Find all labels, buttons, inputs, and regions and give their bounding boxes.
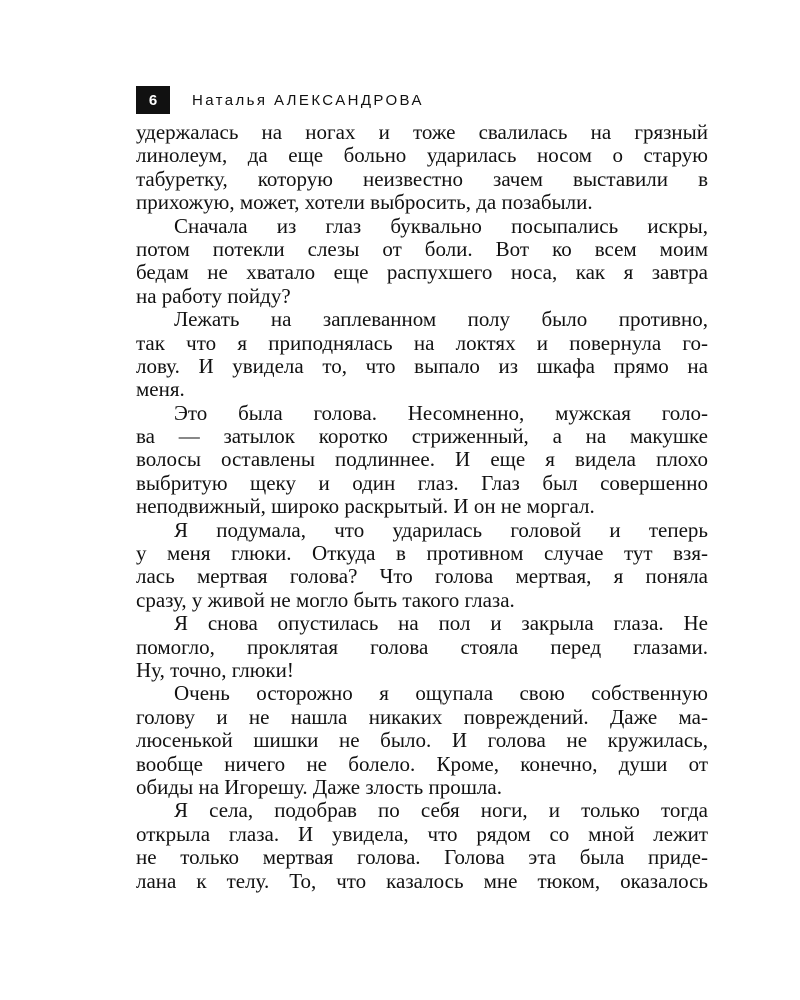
text-line: лась мертвая голова? Что голова мертвая, я поняла <box>136 565 708 589</box>
text-line: Это была голова. Несомненно, мужская голо- <box>174 401 708 425</box>
text-line: удержалась на ногах и тоже свалилась на грязный <box>136 121 708 144</box>
text-line: не только мертвая голова. Голова эта была приде- <box>136 846 708 870</box>
text-line: лову. И увидела то, что выпало из шкафа прямо на <box>136 354 708 378</box>
text-line: Очень осторожно я ощупала свою собственную <box>174 682 708 706</box>
text-line: Сначала из глаз буквально посыпались искры, <box>174 214 708 238</box>
text-line: у меня глюки. Откуда в противном случае тут взя- <box>136 542 708 566</box>
author-name: Наталья АЛЕКСАНДРОВА <box>192 91 424 109</box>
text-line: Лежать на заплеванном полу было противно, <box>174 308 708 332</box>
text-line: волосы оставлены подлиннее. И еще я видела плохо <box>136 448 708 472</box>
text-line: линолеум, да еще больно ударилась носом о старую <box>136 144 708 168</box>
text-line: потом потекли слезы от боли. Вот ко всем моим <box>136 237 708 261</box>
text-line: люсенькой шишки не было. И голова не кружилась, <box>136 729 708 753</box>
text-line: Я снова опустилась на пол и закрыла глаза. Не <box>174 612 708 636</box>
text-line: помогло, проклятая голова стояла перед глазами. <box>136 635 708 659</box>
text-line: табуретку, которую неизвестно зачем выставили в <box>136 167 708 191</box>
text-line: прихожую, может, хотели выбросить, да позабыли. <box>136 191 593 215</box>
text-line: неподвижный, широко раскрытый. И он не моргал. <box>136 495 595 519</box>
body-text <box>136 121 708 893</box>
text-line: на работу пойду? <box>136 284 291 308</box>
text-line: вообще ничего не болело. Кроме, конечно, души от <box>136 752 708 776</box>
text-line: Я подумала, что ударилась головой и теперь <box>174 518 708 542</box>
text-line: обиды на Игорешу. Даже злость прошла. <box>136 775 502 799</box>
text-line: бедам не хватало еще распухшего носа, как я завтра <box>136 261 708 285</box>
text-line: голову и не нашла никаких повреждений. Даже ма- <box>136 705 708 729</box>
text-line: открыла глаза. И увидела, что рядом со мной лежит <box>136 822 708 846</box>
text-line: лана к телу. То, что казалось мне тюком, оказалось <box>136 869 708 893</box>
text-line: сразу, у живой не могло быть такого глаза. <box>136 588 515 612</box>
page-number: 6 <box>136 86 170 114</box>
text-line: Я села, подобрав по себя ноги, и только тогда <box>174 799 708 823</box>
text-line: выбритую щеку и один глаз. Глаз был совершенно <box>136 471 708 495</box>
running-head <box>136 86 424 114</box>
text-line: ва — затылок коротко стриженный, а на макушке <box>136 425 708 449</box>
text-line: Ну, точно, глюки! <box>136 658 294 682</box>
text-line: меня. <box>136 378 185 402</box>
text-line: так что я приподнялась на локтях и повернула го- <box>136 331 708 355</box>
